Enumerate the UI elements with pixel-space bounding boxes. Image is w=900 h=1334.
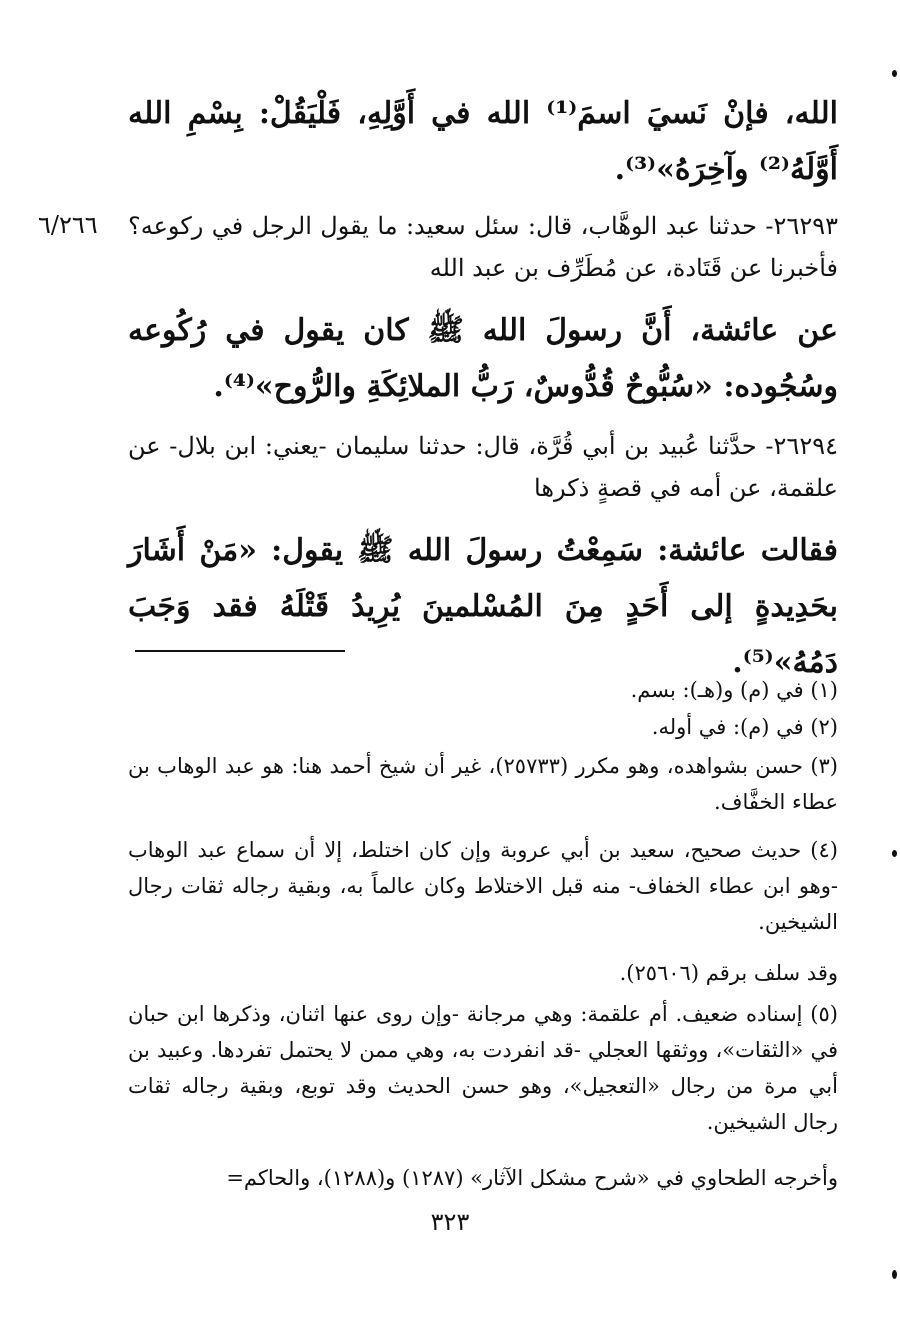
top-matn: الله، فإنْ نَسيَ اسمَ⁽¹⁾ الله في أَوَّلِهِ، فَلْيَقُلْ: بِسْمِ الله أَوَّلَهُ⁽²⁾ وآخِرَهُ»⁽³⁾.	[128, 96, 838, 187]
footnote-5-continuation: وأخرجه الطحاوي في «شرح مشكل الآثار» (١٢٨٧) و(١٢٨٨)، والحاكم=	[226, 1166, 838, 1190]
footnote-4: (٤) حديث صحيح، سعيد بن أبي عروبة وإن كان اختلط، إلا أن سماع عبد الوهاب -وهو ابن عطاء الخفاف- منه قبل الاختلاط وكان عالماً به، وبقية رجاله ثقات رجال الشيخين.	[128, 838, 838, 934]
footnote-4-continuation: وقد سلف برقم (٢٥٦٠٦).	[619, 961, 838, 985]
footnote-2: (٢) في (م): في أوله.	[651, 715, 838, 739]
scan-edge-mark-top	[892, 70, 897, 77]
footnote-3: (٣) حسن بشواهده، وهو مكرر (٢٥٧٣٣)، غير أن شيخ أحمد هنا: هو عبد الوهاب بن عطاء الخفَّاف.	[128, 754, 838, 814]
hadith-26294-isnad: ٢٦٢٩٤- حدَّثنا عُبيد بن أبي قُرَّة، قال: حدثنا سليمان -يعني: ابن بلال- عن علقمة، عن أمه في قصةٍ ذكرها	[128, 432, 838, 502]
footnote-1: (١) في (م) و(هـ): بسم.	[630, 678, 838, 702]
scan-edge-mark-bottom	[892, 1270, 897, 1279]
hadith-26293-matn: عن عائشة، أَنَّ رسولَ الله ﷺ كان يقول في رُكُوعه وسُجُوده: «سُبُّوحٌ قُدُّوسٌ، رَبُّ الملائِكَةِ والرُّوح»⁽⁴⁾.	[128, 313, 838, 404]
hadith-26294-matn: فقالت عائشة: سَمِعْتُ رسولَ الله ﷺ يقول: «مَنْ أَشَارَ بحَدِيدةٍ إلى أَحَدٍ مِنَ المُسْلمينَ يُرِيدُ قَتْلَهُ فقد وَجَبَ دَمُهُ»⁽⁵⁾.	[128, 533, 838, 680]
footnote-5: (٥) إسناده ضعيف. أم علقمة: وهي مرجانة -وإن روى عنها اثنان، وذكرها ابن حبان في «الثقات»، ووثقها العجلي -قد انفردت به، وهي ممن لا يحتمل تفردها. وعبيد بن أبي مرة من رجال «التعجيل»، وهو حسن الحديث وقد توبع، وبقية رجاله ثقات رجال الشيخين.	[128, 1002, 838, 1134]
margin-volume-page-marker: ٦/٢٦٦	[38, 211, 98, 239]
hadith-26293-isnad: ٢٦٢٩٣- حدثنا عبد الوهَّاب، قال: سئل سعيد: ما يقول الرجل في ركوعه؟ فأخبرنا عن قَتَادة، عن مُطَرِّف بن عبد الله	[128, 212, 838, 282]
footnote-divider	[135, 650, 345, 652]
scan-edge-mark-middle	[892, 850, 897, 857]
page-number: ٣٢٣	[430, 1208, 470, 1236]
